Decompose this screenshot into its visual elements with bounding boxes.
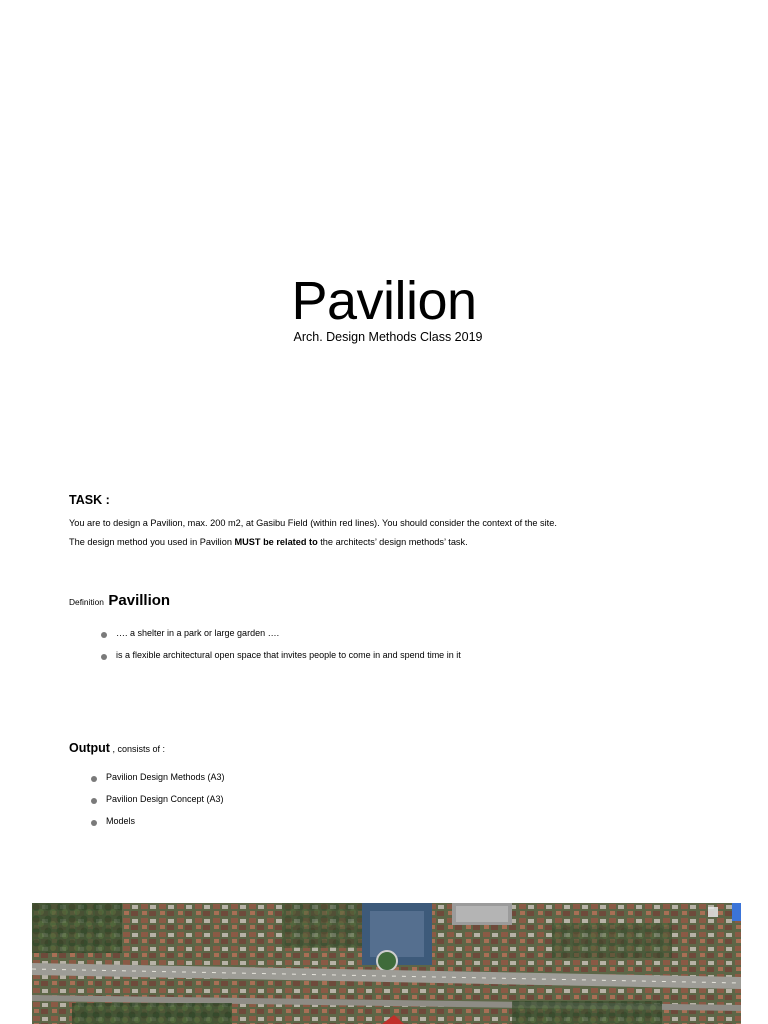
aerial-map-graphic [32,903,741,1024]
output-suffix: , consists of : [109,744,165,754]
bullet-dot [101,632,107,638]
definition-heading [69,592,170,610]
output-label: Output [69,741,110,755]
task-line-2-emphasis: MUST be related to [234,537,318,547]
bullet-dot [91,776,97,782]
output-heading [69,739,165,757]
task-heading: TASK : [69,493,110,507]
definition-label: Definition [69,597,104,607]
output-item-3: Models [106,816,136,826]
output-item-2: Pavilion Design Concept (A3) [106,794,224,804]
output-item-1: Pavilion Design Methods (A3) [106,772,225,782]
bullet-dot [91,798,97,804]
bullet-dot [101,654,107,660]
site-aerial-image [32,903,741,1024]
bullet-dot [91,820,97,826]
task-description-line-1: You are to design a Pavilion, max. 200 m2, at Gasibu Field (within red lines). You should consider the context of the site. [69,518,557,528]
definition-term: Pavillion [108,592,171,609]
task-description-line-2 [69,536,468,549]
definition-bullet-2: is a flexible architectural open space that invites people to come in and spend time in it [116,650,461,660]
task-line-2-start: The design method you used in Pavilion [69,537,235,547]
task-line-2-end: the architects’ design methods’ task. [317,537,468,547]
page-title: Pavilion [291,271,477,331]
definition-bullet-1: …. a shelter in a park or large garden …. [116,628,280,638]
page-subtitle: Arch. Design Methods Class 2019 [293,330,483,344]
